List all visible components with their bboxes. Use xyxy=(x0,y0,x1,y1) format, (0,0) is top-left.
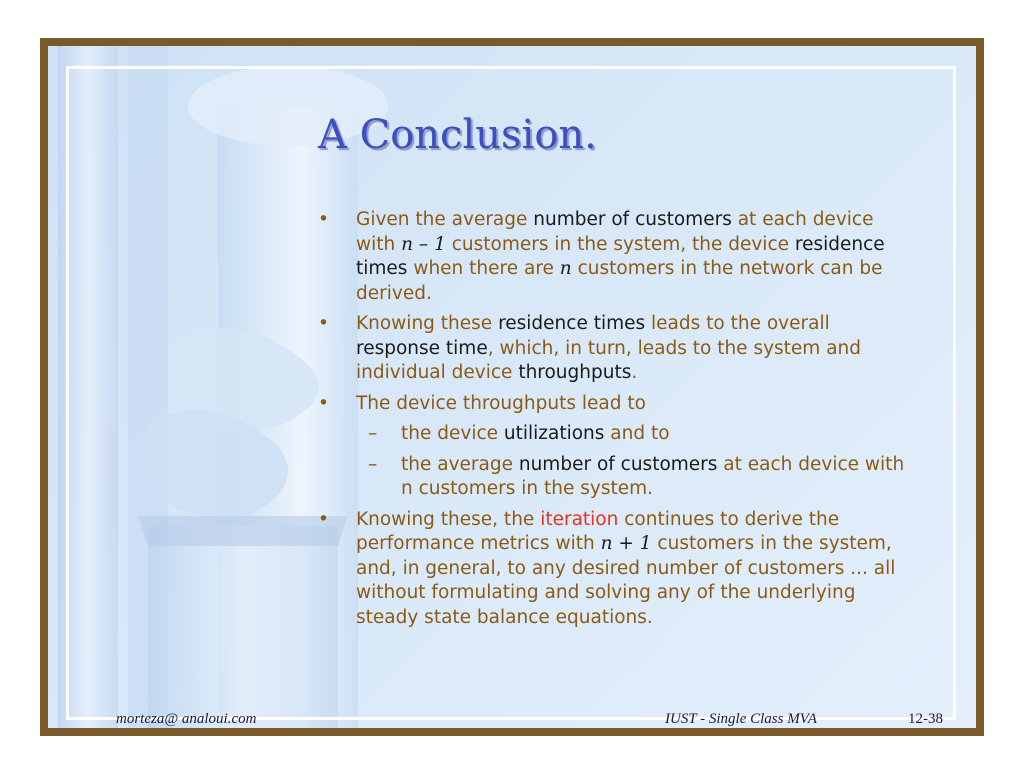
text-run: Knowing these, the xyxy=(356,508,541,530)
text-run: residence times xyxy=(498,313,646,334)
bullet-item xyxy=(316,508,916,631)
text-run: number of customers xyxy=(518,453,718,475)
text-run: when there are xyxy=(407,258,560,279)
text-run: n xyxy=(559,258,572,279)
text-run: the device xyxy=(401,423,504,444)
bullet-marker: • xyxy=(318,392,329,414)
bullet-list xyxy=(316,208,916,636)
text-run: , which, in turn, leads to the system and individual device xyxy=(356,337,862,383)
text-run: n – 1 xyxy=(401,233,446,255)
text-run: utilizations xyxy=(503,423,605,444)
bullet-item xyxy=(316,208,916,306)
text-run: n + 1 xyxy=(600,533,652,554)
text-run: residence times xyxy=(356,233,885,279)
bullet-item xyxy=(316,392,916,417)
text-run: leads to the overall xyxy=(645,313,830,334)
text-run: iteration xyxy=(540,508,619,530)
text-run: customers in the system, the device xyxy=(445,233,795,255)
bullet-marker: • xyxy=(318,508,329,530)
bullet-marker: • xyxy=(318,209,329,230)
text-run: Given the average xyxy=(356,209,534,230)
sub-bullet-item xyxy=(316,453,916,502)
sub-bullet-item xyxy=(316,422,916,447)
text-run: response time xyxy=(356,337,488,359)
text-run: Knowing these xyxy=(356,313,499,334)
text-run: continues to derive the performance metrics with xyxy=(356,508,840,554)
text-run: customers in the system, and, in general, to any desired number of customers ... all without formulating and solving any of the underlying steady state balance equations. xyxy=(356,533,896,628)
text-run: at each device with xyxy=(356,209,874,255)
sub-bullet-marker: – xyxy=(368,423,378,444)
text-run: the average xyxy=(401,453,519,475)
sub-bullet-marker: – xyxy=(368,453,378,475)
text-run: customers in the network can be derived. xyxy=(356,258,883,304)
text-run: at each device with n customers in the system. xyxy=(401,453,905,499)
text-run: The device throughputs lead to xyxy=(356,392,646,414)
bullet-marker: • xyxy=(318,313,329,334)
slide-title: A Conclusion. xyxy=(318,112,597,158)
text-run: and to xyxy=(604,423,670,444)
footer-author: morteza@ analoui.com xyxy=(116,711,257,727)
text-run: number of customers xyxy=(533,209,732,230)
bullet-item xyxy=(316,312,916,386)
footer-course: IUST - Single Class MVA xyxy=(665,711,817,727)
footer-page-number: 12-38 xyxy=(908,711,943,727)
text-run: throughputs xyxy=(518,362,632,383)
text-run: . xyxy=(631,362,638,383)
